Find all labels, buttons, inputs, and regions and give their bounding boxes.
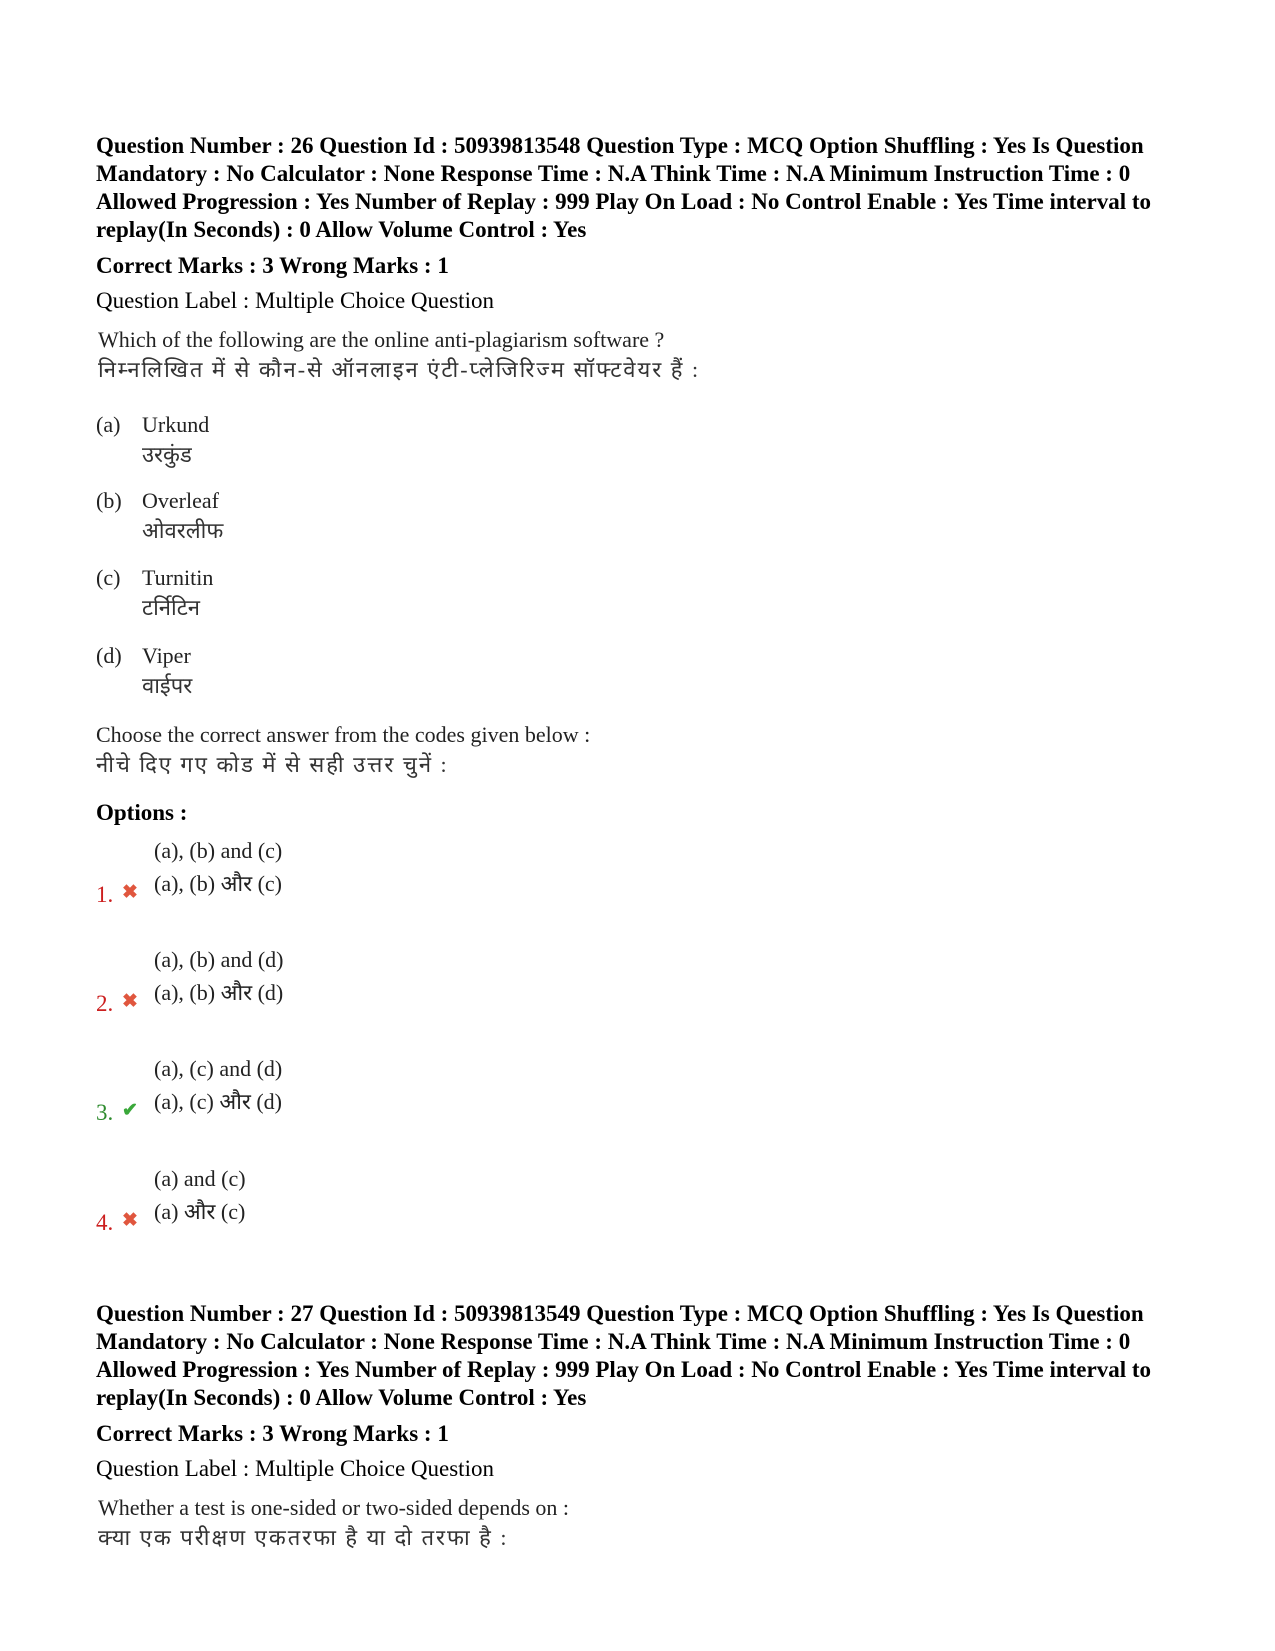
choose-instruction: [96, 720, 590, 780]
option-1-en: (a), (b) and (c): [154, 838, 283, 863]
option-4-hi: (a) और (c): [154, 1199, 246, 1224]
cross-icon: ✖: [122, 991, 138, 1012]
question-26-header: [96, 132, 1196, 385]
option-3-hi: (a), (c) और (d): [154, 1089, 282, 1114]
item-a: [96, 410, 209, 470]
option-2-en: (a), (b) and (d): [154, 947, 284, 972]
item-a-en: Urkund: [142, 412, 210, 437]
question-27-meta: Question Number : 27 Question Id : 50939813549 Question Type : MCQ Option Shuffling : Yes Is Question Mandatory : No Calculator : None Response Time : N.A Think Time : N.A Minimum Instruction Time : 0 Allowed Progression : Yes Number of Replay : 999 Play On Load : No Control Enable : Yes Time interval to replay(In Seconds) : 0 Allow Volume Control : Yes: [96, 1301, 1152, 1410]
option-3-number: 3.: [96, 1100, 114, 1125]
option-3[interactable]: [96, 1056, 496, 1126]
question-27-stem: [98, 1493, 1196, 1553]
option-4-number: 4.: [96, 1210, 114, 1235]
question-27-marks: Correct Marks : 3 Wrong Marks : 1: [96, 1421, 449, 1446]
question-26-meta: Question Number : 26 Question Id : 50939813548 Question Type : MCQ Option Shuffling : Yes Is Question Mandatory : No Calculator : None Response Time : N.A Think Time : N.A Minimum Instruction Time : 0 Allowed Progression : Yes Number of Replay : 999 Play On Load : No Control Enable : Yes Time interval to replay(In Seconds) : 0 Allow Volume Control : Yes: [96, 133, 1152, 242]
item-c: [96, 563, 213, 623]
item-c-en: Turnitin: [142, 565, 214, 590]
question-26-label: Question Label : Multiple Choice Question: [96, 288, 494, 313]
item-d: [96, 641, 192, 701]
question-26-stem-en: Which of the following are the online anti-plagiarism software ?: [98, 327, 665, 352]
item-b: [96, 486, 223, 546]
item-a-letter: (a): [96, 412, 121, 437]
question-27-stem-en: Whether a test is one-sided or two-sided depends on :: [98, 1495, 570, 1520]
question-27-label: Question Label : Multiple Choice Question: [96, 1456, 494, 1481]
question-26-marks: Correct Marks : 3 Wrong Marks : 1: [96, 253, 449, 278]
question-26-stem-hi: निम्नलिखित में से कौन-से ऑनलाइन एंटी-प्लेजिरिज्म सॉफ्टवेयर हैं :: [98, 357, 701, 382]
option-2-number: 2.: [96, 991, 114, 1016]
option-1-number: 1.: [96, 882, 114, 907]
choose-instruction-hi: नीचे दिए गए कोड में से सही उत्तर चुनें :: [96, 752, 449, 777]
item-c-letter: (c): [96, 565, 121, 590]
question-26-stem: [98, 325, 1196, 385]
item-b-letter: (b): [96, 488, 122, 513]
options-heading: Options :: [96, 800, 188, 825]
cross-icon: ✖: [122, 882, 138, 903]
option-4[interactable]: [96, 1166, 496, 1236]
item-a-hi: उरकुंड: [142, 442, 192, 467]
option-3-en: (a), (c) and (d): [154, 1056, 283, 1081]
checkmark-icon: ✔: [122, 1100, 138, 1121]
question-27-stem-hi: क्या एक परीक्षण एकतरफा है या दो तरफा है :: [98, 1525, 509, 1550]
item-d-letter: (d): [96, 643, 122, 668]
option-2[interactable]: [96, 947, 496, 1017]
item-b-en: Overleaf: [142, 488, 219, 513]
option-2-hi: (a), (b) और (d): [154, 980, 284, 1005]
item-b-hi: ओवरलीफ: [142, 518, 224, 543]
option-4-en: (a) and (c): [154, 1166, 246, 1191]
item-d-en: Viper: [142, 643, 191, 668]
option-1-hi: (a), (b) और (c): [154, 871, 282, 896]
item-c-hi: टर्निटिन: [142, 595, 200, 620]
cross-icon: ✖: [122, 1210, 138, 1231]
item-d-hi: वाईपर: [142, 673, 193, 698]
choose-instruction-en: Choose the correct answer from the codes given below :: [96, 722, 591, 747]
question-27-header: [96, 1300, 1196, 1553]
option-1[interactable]: [96, 838, 496, 908]
